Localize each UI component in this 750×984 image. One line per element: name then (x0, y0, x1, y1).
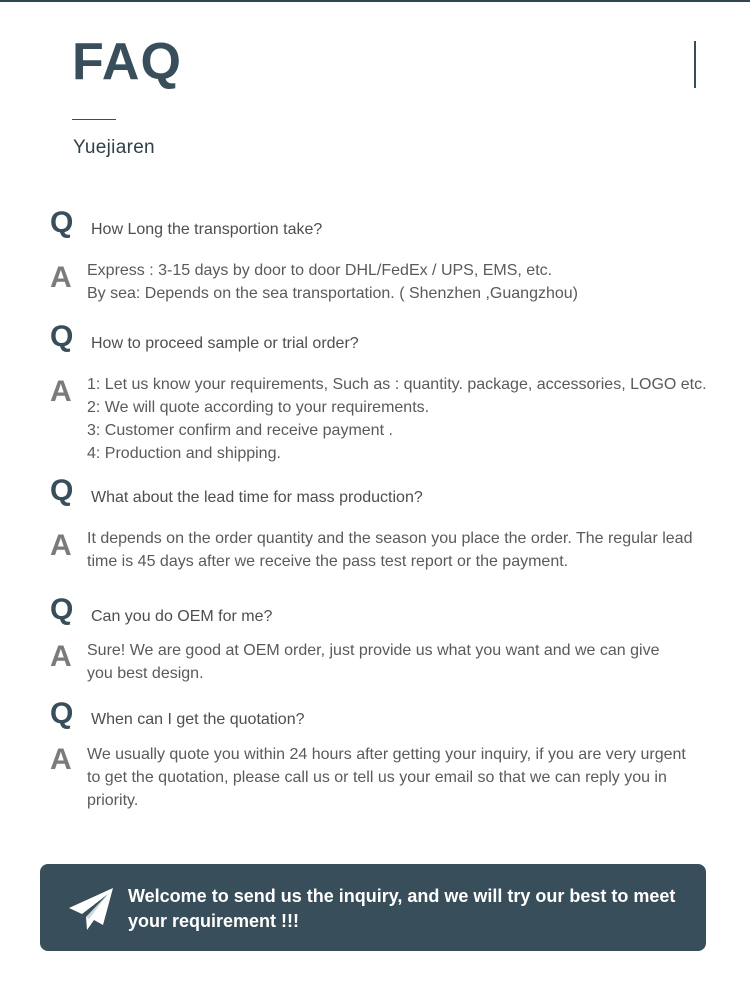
question-mark-q: Q (50, 697, 74, 730)
question-text: Can you do OEM for me? (91, 608, 273, 625)
question-mark-q: Q (50, 474, 74, 507)
answer-line: Sure! We are good at OEM order, just provide us what you want and we can give (87, 642, 660, 659)
title-underline (72, 119, 116, 120)
answer-mark-a: A (50, 529, 72, 562)
question-text: How to proceed sample or trial order? (91, 335, 359, 352)
answer-mark-a: A (50, 261, 72, 294)
question-mark-q: Q (50, 593, 74, 626)
answer-text (87, 527, 692, 573)
banner-message (128, 884, 698, 934)
brand-logo-text: Yuejiaren (73, 137, 155, 158)
answer-line: Express : 3-15 days by door to door DHL/FedEx / UPS, EMS, etc. (87, 262, 553, 279)
question-text: How Long the transportion take? (91, 221, 323, 238)
answer-mark-a: A (50, 743, 72, 776)
question-text: What about the lead time for mass production? (91, 489, 423, 506)
answer-line: priority. (87, 792, 139, 809)
answer-line: 3: Customer confirm and receive payment . (87, 422, 393, 439)
answer-line: By sea: Depends on the sea transportation. ( Shenzhen ,Guangzhou) (87, 285, 578, 302)
question-mark-q: Q (50, 206, 74, 239)
banner-line: your requirement !!! (128, 911, 300, 931)
answer-mark-a: A (50, 640, 72, 673)
answer-line: 2: We will quote according to your requirements. (87, 399, 430, 416)
answer-line: We usually quote you within 24 hours after getting your inquiry, if you are very urgent (87, 746, 686, 763)
answer-line: you best design. (87, 665, 204, 682)
paper-plane-icon (67, 886, 115, 932)
answer-line: It depends on the order quantity and the season you place the order. The regular lead (87, 530, 693, 547)
answer-text (87, 743, 686, 812)
vertical-accent-bar (694, 41, 696, 88)
answer-mark-a: A (50, 375, 72, 408)
banner-line: Welcome to send us the inquiry, and we will try our best to meet (128, 886, 676, 906)
answer-line: 1: Let us know your requirements, Such as : quantity. package, accessories, LOGO etc. (87, 376, 707, 393)
answer-text (87, 259, 578, 305)
page-title: FAQ (72, 33, 182, 91)
answer-line: to get the quotation, please call us or tell us your email so that we can reply you in (87, 769, 667, 786)
question-mark-q: Q (50, 320, 74, 353)
answer-line: time is 45 days after we receive the pass test report or the payment. (87, 553, 569, 570)
top-divider (0, 0, 750, 2)
answer-text (87, 373, 707, 465)
answer-text (87, 639, 659, 685)
answer-line: 4: Production and shipping. (87, 445, 281, 462)
question-text: When can I get the quotation? (91, 711, 305, 728)
